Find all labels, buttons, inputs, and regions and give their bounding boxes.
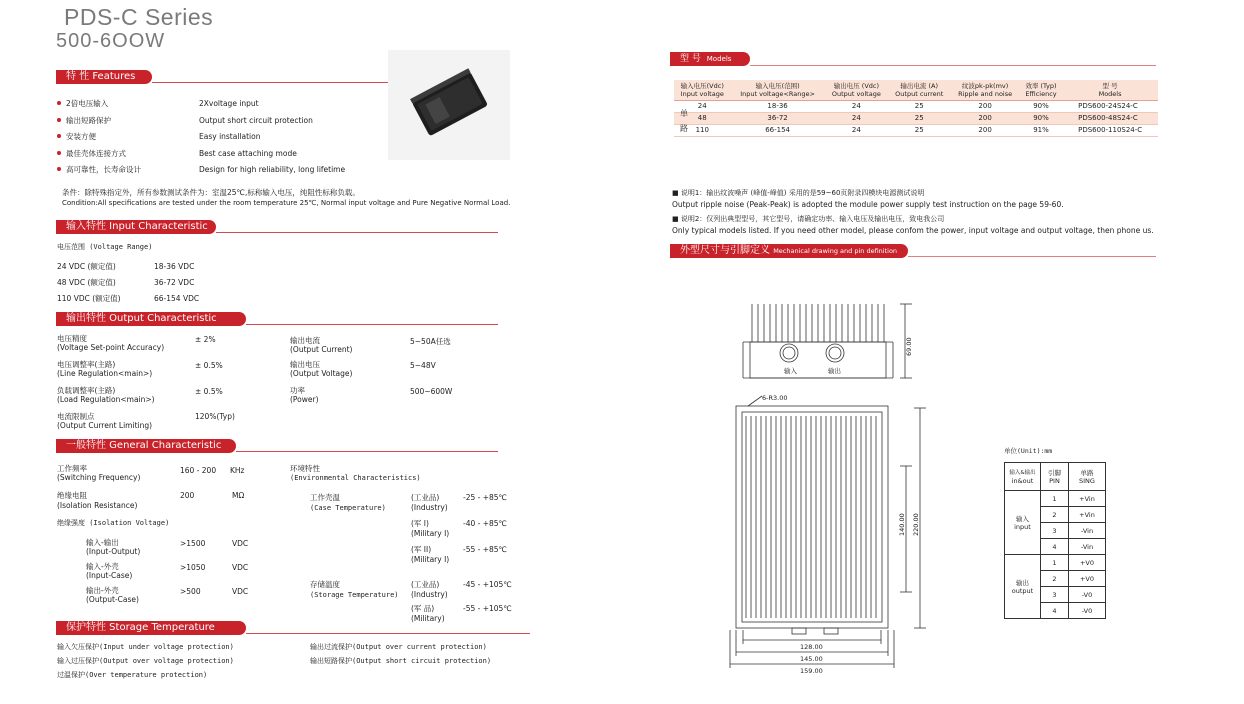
output-param-value: 500~600W bbox=[410, 387, 453, 396]
models-header-cn: 输入电压(范围) bbox=[755, 82, 800, 90]
models-cell: 24 bbox=[825, 101, 888, 113]
pin-group-en: output bbox=[1011, 586, 1034, 595]
models-cell: 200 bbox=[950, 113, 1019, 125]
pin-number: 1 bbox=[1041, 491, 1069, 507]
feature-en: Easy installation bbox=[199, 132, 261, 141]
input-row-label: 110 VDC (额定值) bbox=[57, 294, 121, 303]
models-divider bbox=[750, 65, 1156, 66]
case-temp-cn: 工作壳温 bbox=[310, 493, 340, 502]
res-value: 200 bbox=[180, 491, 195, 500]
output-param-cn: 负载调整率(主路) bbox=[57, 386, 116, 395]
iso-en: (Input-Case) bbox=[86, 571, 133, 580]
protection-item: 输入欠压保护(Input under voltage protection) bbox=[57, 643, 234, 651]
dim-145: 145.00 bbox=[800, 655, 823, 663]
models-header-en: Output voltage bbox=[831, 90, 881, 98]
feature-cn: 输出短路保护 bbox=[66, 115, 111, 125]
pin-signal: -V0 bbox=[1069, 603, 1106, 619]
models-header-cn: 型 号 bbox=[1102, 82, 1118, 90]
temp-grade-en: (Military I) bbox=[411, 555, 450, 564]
feature-en: 2Xvoltage input bbox=[199, 99, 259, 108]
pin-table-header bbox=[1005, 463, 1106, 491]
protection-item: 过温保护(Over temperature protection) bbox=[57, 671, 208, 679]
temp-range: -55 - +105℃ bbox=[463, 604, 512, 613]
temp-grade-en: (Industry) bbox=[411, 590, 448, 599]
output-param-cn: 电压调整率(主路) bbox=[57, 360, 116, 369]
temp-range: -40 - +85℃ bbox=[463, 519, 507, 528]
models-heading bbox=[670, 52, 750, 66]
pin-signal: +V0 bbox=[1069, 571, 1106, 587]
case-temp-en: (Case Temperature) bbox=[310, 504, 386, 512]
pin-header-pin-en: PIN bbox=[1049, 476, 1060, 485]
output-heading: 输出特性 Output Characteristic bbox=[56, 312, 246, 326]
models-row bbox=[674, 101, 1158, 113]
input-divider bbox=[216, 232, 498, 233]
models-cell: 200 bbox=[950, 125, 1019, 137]
models-row bbox=[674, 125, 1158, 137]
models-header-cell bbox=[825, 80, 888, 101]
output-param-en: (Output Current) bbox=[290, 345, 353, 354]
models-cell: 18-36 bbox=[731, 101, 825, 113]
models-header-cn: 效率 (Typ) bbox=[1025, 82, 1057, 90]
feature-bullet bbox=[57, 151, 61, 155]
dim-128: 128.00 bbox=[800, 643, 823, 651]
models-header-cell bbox=[888, 80, 950, 101]
res-unit: MΩ bbox=[232, 491, 245, 500]
condition-cn: 条件：除特殊指定外，所有参数测试条件为：室温25℃,标称输入电压，纯阻性标称负载。 bbox=[62, 188, 360, 197]
pin-group-cn: 输入 bbox=[1016, 514, 1029, 523]
env-cn: 环境特性 bbox=[290, 464, 320, 473]
output-param-value: 5~48V bbox=[410, 361, 436, 370]
temp-grade-cn: (工业品) bbox=[411, 580, 440, 589]
note2-en: Only typical models listed. If you need other model, please confom the power, input voltage and output voltage, then phone us. bbox=[672, 226, 1154, 235]
output-param-en: (Load Regulation<main>) bbox=[57, 395, 155, 404]
pin-header-pin-cn: 引脚 bbox=[1048, 468, 1061, 477]
models-header-cell bbox=[674, 80, 731, 101]
feature-cn: 最佳壳体连接方式 bbox=[66, 148, 126, 158]
feature-bullet bbox=[57, 167, 61, 171]
models-header-cell bbox=[731, 80, 825, 101]
models-table-body bbox=[674, 101, 1158, 137]
unit-label: 单位(Unit):mm bbox=[1004, 447, 1053, 455]
pin-table bbox=[1004, 462, 1106, 619]
pin-header-inout-cn: 输入&输出 bbox=[1009, 469, 1036, 476]
pin-signal: -Vin bbox=[1069, 539, 1106, 555]
feature-en: Output short circuit protection bbox=[199, 115, 313, 125]
output-param-cn: 电流限制点 bbox=[57, 412, 95, 421]
models-cell: 25 bbox=[888, 125, 950, 137]
protection-item: 输出过流保护(Output over current protection) bbox=[310, 643, 487, 651]
feature-en: Best case attaching mode bbox=[199, 148, 297, 158]
note2-cn: ■ 说明2：仅列出典型型号，其它型号，请确定功率、输入电压及输出电压，致电我公司 bbox=[672, 215, 945, 223]
models-cell: 36-72 bbox=[731, 113, 825, 125]
models-group-label: 路 bbox=[680, 124, 688, 133]
protection-heading: 保护特性 Storage Temperature bbox=[56, 621, 246, 635]
protection-item: 输入过压保护(Output over voltage protection) bbox=[57, 657, 234, 665]
models-header-en: Input voltage<Range> bbox=[740, 90, 815, 98]
models-cell: PDS600-110S24-C bbox=[1062, 125, 1158, 137]
general-heading: 一般特性 General Characteristic bbox=[56, 439, 236, 453]
freq-value: 160 - 200 bbox=[180, 466, 217, 475]
output-param-en: (Voltage Set-point Accuracy) bbox=[57, 343, 165, 352]
iso-unit: VDC bbox=[232, 539, 249, 548]
drawing-heading bbox=[670, 244, 908, 258]
feature-bullet bbox=[57, 118, 61, 122]
pin-header-sing-cn: 单路 bbox=[1080, 468, 1094, 477]
output-param-en: (Line Regulation<main>) bbox=[57, 369, 153, 378]
models-header-en: Input voltage bbox=[680, 90, 724, 98]
output-param-en: (Power) bbox=[290, 395, 319, 404]
drawing-divider bbox=[908, 256, 1156, 257]
iso-cn: 输入-外壳 bbox=[86, 562, 119, 571]
pin-table-body bbox=[1005, 491, 1106, 619]
note1-en: Output ripple noise (Peak-Peak) is adopted the module power supply test instruction on the page 59-60. bbox=[672, 200, 1064, 209]
feature-bullet bbox=[57, 134, 61, 138]
pin-number: 2 bbox=[1041, 507, 1069, 523]
models-header-en: Output current bbox=[895, 90, 944, 98]
pin-group-en: input bbox=[1014, 522, 1031, 531]
pin-header-inout-en: in&out bbox=[1011, 476, 1034, 485]
iso-en: (Input-Output) bbox=[86, 547, 141, 556]
models-heading-en: Models bbox=[706, 55, 732, 63]
pin-number: 3 bbox=[1041, 523, 1069, 539]
power-range-title: 500-6OOW bbox=[56, 30, 166, 52]
output-param-cn: 输出电流 bbox=[290, 336, 320, 345]
temp-grade-cn: (军 I) bbox=[411, 519, 429, 528]
pin-header-sing-en: SING bbox=[1079, 476, 1095, 485]
pin-signal: +V0 bbox=[1069, 555, 1106, 571]
connector-out-label: 输出 bbox=[828, 367, 841, 375]
models-header-cell bbox=[950, 80, 1019, 101]
models-header-en: Ripple and noise bbox=[958, 90, 1013, 98]
iso-unit: VDC bbox=[232, 563, 249, 572]
feature-cn: 2倍电压输入 bbox=[66, 99, 109, 108]
models-cell: 90% bbox=[1020, 113, 1062, 125]
input-row-value: 18-36 VDC bbox=[154, 262, 195, 271]
models-cell: 25 bbox=[888, 113, 950, 125]
protection-divider bbox=[246, 633, 530, 634]
input-heading: 输入特性 Input Characteristic bbox=[56, 220, 216, 234]
temp-grade-en: (Industry) bbox=[411, 503, 448, 512]
pin-signal: -Vin bbox=[1069, 523, 1106, 539]
res-cn: 绝缘电阻 bbox=[57, 491, 87, 500]
models-header-cell bbox=[1062, 80, 1158, 101]
models-header-en: Models bbox=[1098, 90, 1122, 98]
models-header-cn: 输出电压 (Vdc) bbox=[833, 82, 880, 90]
models-header-cell bbox=[1020, 80, 1062, 101]
models-header-cn: 纹波pk-pk(mv) bbox=[961, 82, 1009, 90]
pin-header-sing bbox=[1069, 463, 1106, 491]
features-heading: 特 性 Features bbox=[56, 70, 152, 84]
pin-header-inout bbox=[1005, 463, 1041, 491]
iso-cn: 输出-外壳 bbox=[86, 586, 119, 595]
feature-cn: 安装方便 bbox=[66, 132, 96, 141]
iso-cn: 输入-输出 bbox=[86, 538, 119, 547]
models-header-cn: 输入电压(Vdc) bbox=[680, 82, 724, 90]
storage-temp-cn: 存储温度 bbox=[310, 580, 340, 589]
pin-row bbox=[1005, 491, 1106, 507]
input-row-value: 36-72 VDC bbox=[154, 278, 195, 287]
connector-in-label: 输入 bbox=[784, 367, 797, 375]
pin-signal: +Vin bbox=[1069, 491, 1106, 507]
pin-number: 1 bbox=[1041, 555, 1069, 571]
freq-en: (Switching Frequency) bbox=[57, 473, 141, 482]
temp-range: -45 - +105℃ bbox=[463, 580, 512, 589]
temp-range: -55 - +85℃ bbox=[463, 545, 507, 554]
dim-140: 140.00 bbox=[898, 513, 906, 536]
models-group-label: 单 bbox=[680, 109, 688, 118]
drawing-heading-en: Mechanical drawing and pin definition bbox=[773, 247, 898, 255]
temp-grade-cn: (工业品) bbox=[411, 493, 440, 502]
output-param-value: ± 0.5% bbox=[195, 361, 223, 370]
models-heading-cn: 型 号 bbox=[680, 54, 701, 64]
models-table bbox=[674, 80, 1158, 137]
iso-value: >1050 bbox=[180, 563, 206, 572]
product-photo bbox=[388, 50, 510, 160]
temp-grade-en: (Military) bbox=[411, 614, 445, 623]
general-divider bbox=[236, 451, 498, 452]
models-table-header bbox=[674, 80, 1158, 101]
pin-group-cell bbox=[1005, 491, 1041, 555]
models-cell: 66-154 bbox=[731, 125, 825, 137]
input-row-label: 48 VDC (额定值) bbox=[57, 278, 116, 287]
pin-signal: -V0 bbox=[1069, 587, 1106, 603]
protection-item: 输出短路保护(Output short circuit protection) bbox=[310, 657, 492, 665]
models-cell: 48 bbox=[674, 113, 731, 125]
models-cell: 200 bbox=[950, 101, 1019, 113]
models-cell: 110 bbox=[674, 125, 731, 137]
temp-grade-cn: (军 II) bbox=[411, 545, 432, 554]
pin-signal: +Vin bbox=[1069, 507, 1106, 523]
temp-range: -25 - +85℃ bbox=[463, 493, 507, 502]
pin-number: 4 bbox=[1041, 539, 1069, 555]
models-row bbox=[674, 113, 1158, 125]
input-row-value: 66-154 VDC bbox=[154, 294, 200, 303]
res-en: (Isolation Resistance) bbox=[57, 501, 138, 510]
temp-grade-en: (Military I) bbox=[411, 529, 450, 538]
pin-number: 3 bbox=[1041, 587, 1069, 603]
dim-69: 69.00 bbox=[905, 337, 913, 356]
models-cell: 90% bbox=[1020, 101, 1062, 113]
freq-unit: KHz bbox=[230, 466, 245, 475]
pin-group-cell bbox=[1005, 555, 1041, 619]
output-param-en: (Output Current Limiting) bbox=[57, 421, 153, 430]
output-param-value: 120%(Typ) bbox=[195, 412, 235, 421]
models-cell: 24 bbox=[674, 101, 731, 113]
models-cell: 91% bbox=[1020, 125, 1062, 137]
models-cell: PDS600-48S24-C bbox=[1062, 113, 1158, 125]
feature-cn: 高可靠性，长寿命设计 bbox=[66, 165, 141, 174]
voltage-range-label: 电压范围 (Voltage Range) bbox=[57, 243, 153, 251]
pin-number: 2 bbox=[1041, 571, 1069, 587]
output-divider bbox=[246, 324, 498, 325]
models-cell: 24 bbox=[825, 125, 888, 137]
dim-220: 220.00 bbox=[912, 513, 920, 536]
output-param-en: (Output Voltage) bbox=[290, 369, 353, 378]
output-param-value: ± 0.5% bbox=[195, 387, 223, 396]
output-param-cn: 功率 bbox=[290, 386, 305, 395]
pin-header-pin bbox=[1041, 463, 1069, 491]
models-cell: PDS600-24S24-C bbox=[1062, 101, 1158, 113]
output-param-cn: 电压精度 bbox=[57, 334, 87, 343]
mechanical-drawing bbox=[700, 290, 960, 700]
pin-number: 4 bbox=[1041, 603, 1069, 619]
input-row-label: 24 VDC (额定值) bbox=[57, 262, 116, 271]
iso-value: >1500 bbox=[180, 539, 206, 548]
storage-temp-en: (Storage Temperature) bbox=[310, 591, 399, 599]
output-param-cn: 输出电压 bbox=[290, 360, 320, 369]
radius-label: 6-R3.00 bbox=[762, 394, 788, 402]
iso-value: >500 bbox=[180, 587, 201, 596]
output-param-value: 5~50A任选 bbox=[410, 337, 451, 346]
iso-label: 绝缘强度 (Isolation Voltage) bbox=[57, 519, 170, 527]
dim-159: 159.00 bbox=[800, 667, 823, 675]
series-title: PDS-C Series bbox=[64, 4, 214, 30]
iso-unit: VDC bbox=[232, 587, 249, 596]
models-cell: 25 bbox=[888, 101, 950, 113]
output-param-value: ± 2% bbox=[195, 335, 216, 344]
freq-cn: 工作频率 bbox=[57, 464, 87, 473]
note1-cn: ■ 说明1：输出纹波噪声 (峰值-峰值) 采用的是59~60页附录四模块电源测试说明 bbox=[672, 189, 925, 197]
drawing-heading-cn: 外型尺寸与引脚定义 bbox=[680, 245, 770, 256]
pin-row bbox=[1005, 555, 1106, 571]
env-en: (Environmental Characteristics) bbox=[290, 474, 421, 482]
models-header-en: Efficiency bbox=[1025, 90, 1057, 98]
models-header-cn: 输出电流 (A) bbox=[900, 82, 939, 90]
temp-grade-cn: (军 品) bbox=[411, 604, 435, 613]
feature-en: Design for high reliability, long lifetime bbox=[199, 165, 346, 174]
feature-bullet bbox=[57, 101, 61, 105]
iso-en: (Output-Case) bbox=[86, 595, 139, 604]
condition-en: Condition:All specifications are tested under the room temperature 25℃, Normal input voltage and Pure Negative Normal Load. bbox=[62, 199, 511, 207]
models-cell: 24 bbox=[825, 113, 888, 125]
pin-group-cn: 输出 bbox=[1016, 578, 1029, 587]
